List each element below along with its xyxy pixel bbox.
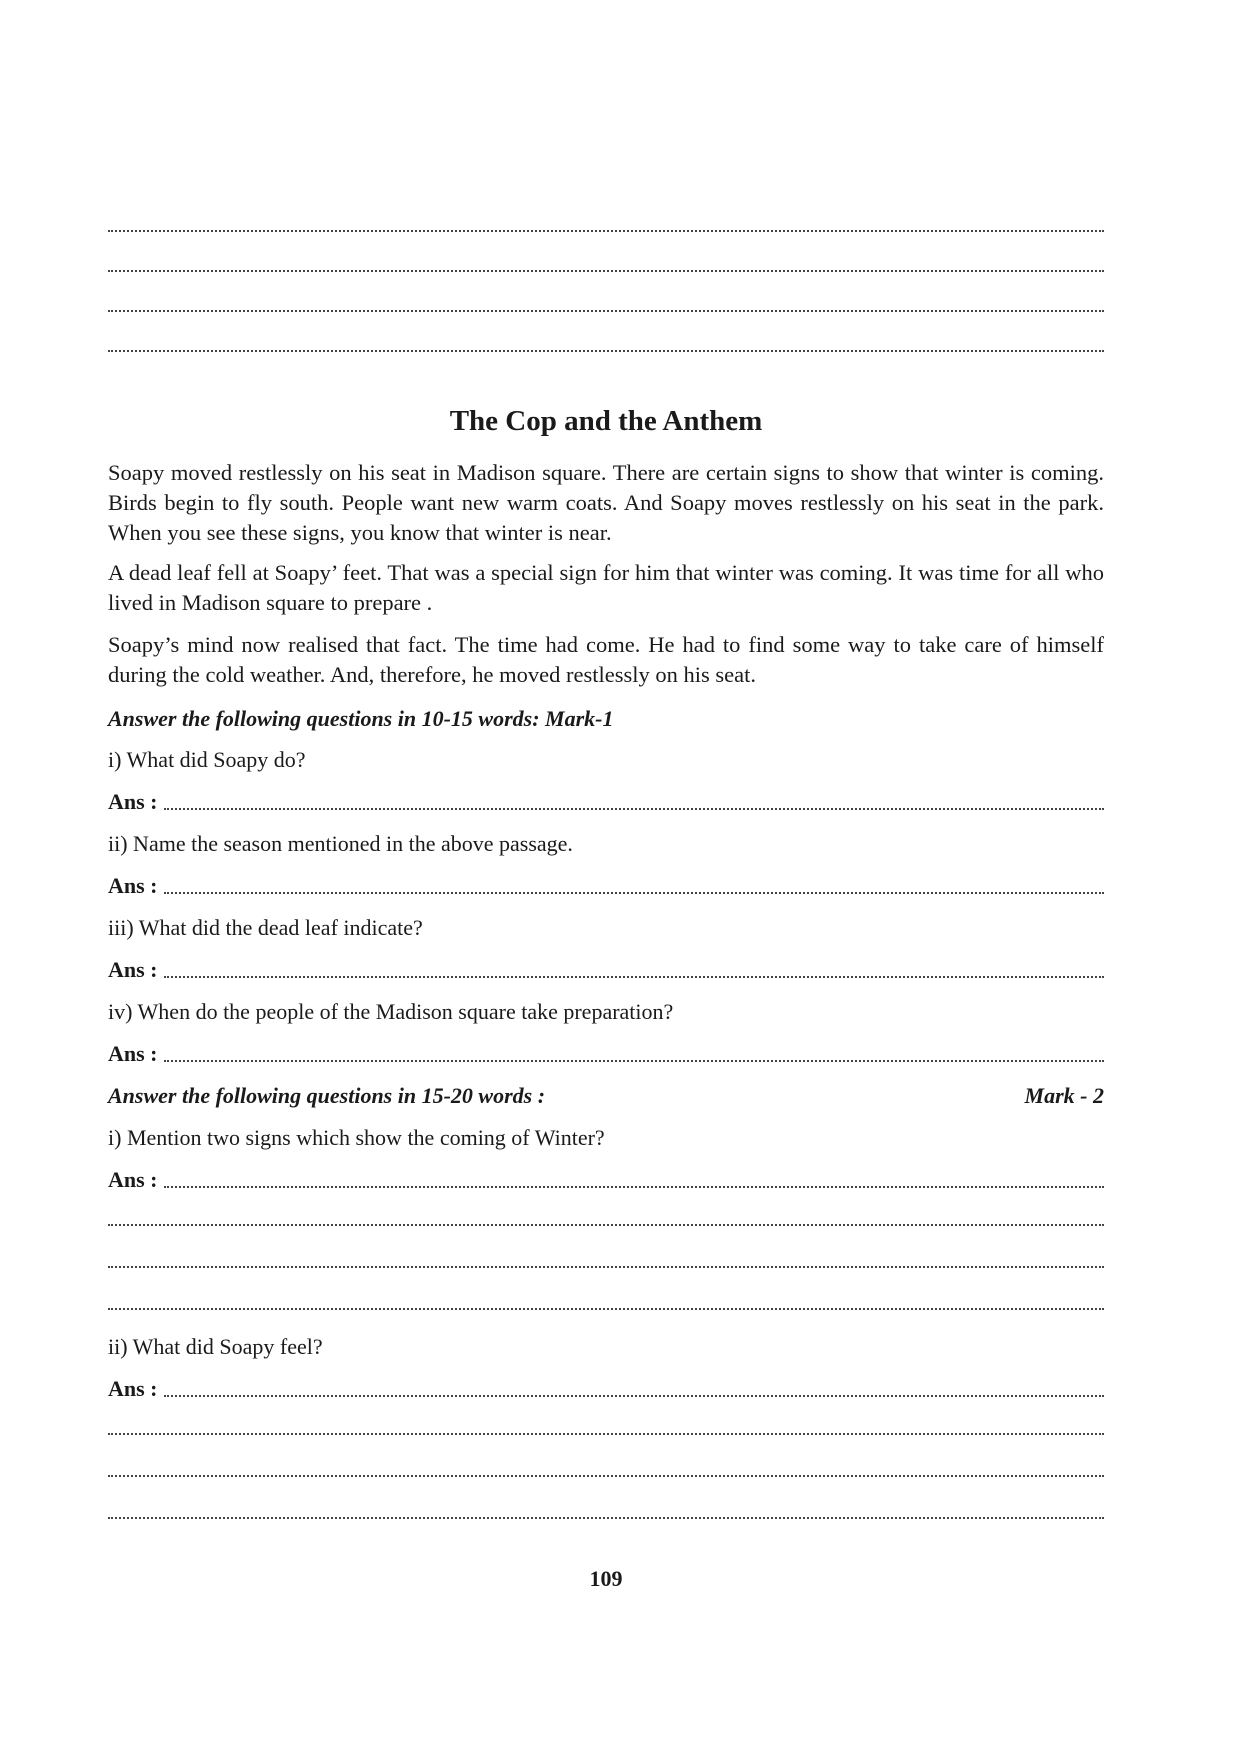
answer-line[interactable]: [164, 788, 1104, 810]
answer-line[interactable]: [108, 1473, 1104, 1477]
answer-label: Ans :: [108, 873, 158, 898]
passage-paragraph-2: A dead leaf fell at Soapy’ feet. That was a special sign for him that winter was coming. It was time for all who lived in Madison square to prepare .: [108, 560, 1104, 615]
answer-label: Ans :: [108, 1376, 158, 1401]
passage-paragraph-3: Soapy’s mind now realised that fact. The time had come. He had to find some way to take care of himself during the cold weather. And, therefore, he moved restlessly on his seat.: [108, 632, 1104, 687]
answer-row[interactable]: [108, 956, 1104, 984]
answer-row[interactable]: [108, 1166, 1104, 1194]
answer-label: Ans :: [108, 789, 158, 814]
answer-line[interactable]: [108, 348, 1104, 352]
answer-label: Ans :: [108, 1041, 158, 1066]
section-1-instruction: Answer the following questions in 10-15 words: Mark-1: [108, 706, 614, 731]
page-title: The Cop and the Anthem: [449, 405, 763, 437]
answer-line[interactable]: [108, 1222, 1104, 1226]
page-number: 109: [589, 1566, 623, 1591]
section-2-instruction-text: Answer the following questions in 15-20 words :: [108, 1083, 546, 1108]
answer-label: Ans :: [108, 957, 158, 982]
answer-line[interactable]: [108, 228, 1104, 232]
question-2-1: i) Mention two signs which show the coming of Winter?: [108, 1125, 605, 1150]
answer-line[interactable]: [164, 1166, 1104, 1188]
answer-row[interactable]: [108, 1375, 1104, 1403]
section-2-mark: Mark - 2: [1024, 1083, 1104, 1108]
answer-line[interactable]: [108, 1431, 1104, 1435]
answer-line[interactable]: [164, 956, 1104, 978]
answer-row[interactable]: [108, 1040, 1104, 1068]
answer-line[interactable]: [164, 1040, 1104, 1062]
answer-line[interactable]: [108, 1264, 1104, 1268]
question-1-2: ii) Name the season mentioned in the above passage.: [108, 831, 573, 856]
answer-line[interactable]: [108, 1306, 1104, 1310]
answer-row[interactable]: [108, 788, 1104, 816]
answer-line[interactable]: [164, 1375, 1104, 1397]
answer-line[interactable]: [108, 1515, 1104, 1519]
answer-line[interactable]: [108, 268, 1104, 272]
question-2-2: ii) What did Soapy feel?: [108, 1334, 323, 1359]
section-2-instruction: [108, 1082, 1104, 1110]
answer-line[interactable]: [164, 872, 1104, 894]
passage-paragraph-1: Soapy moved restlessly on his seat in Madison square. There are certain signs to show that winter is coming. Birds begin to fly south. People want new warm coats. And Soapy moves restlessly on his seat in the park. When you see these signs, you know that winter is near.: [108, 460, 1104, 545]
question-1-3: iii) What did the dead leaf indicate?: [108, 915, 423, 940]
answer-line[interactable]: [108, 308, 1104, 312]
answer-row[interactable]: [108, 872, 1104, 900]
question-1-4: iv) When do the people of the Madison square take preparation?: [108, 999, 674, 1024]
answer-label: Ans :: [108, 1167, 158, 1192]
question-1-1: i) What did Soapy do?: [108, 747, 306, 772]
